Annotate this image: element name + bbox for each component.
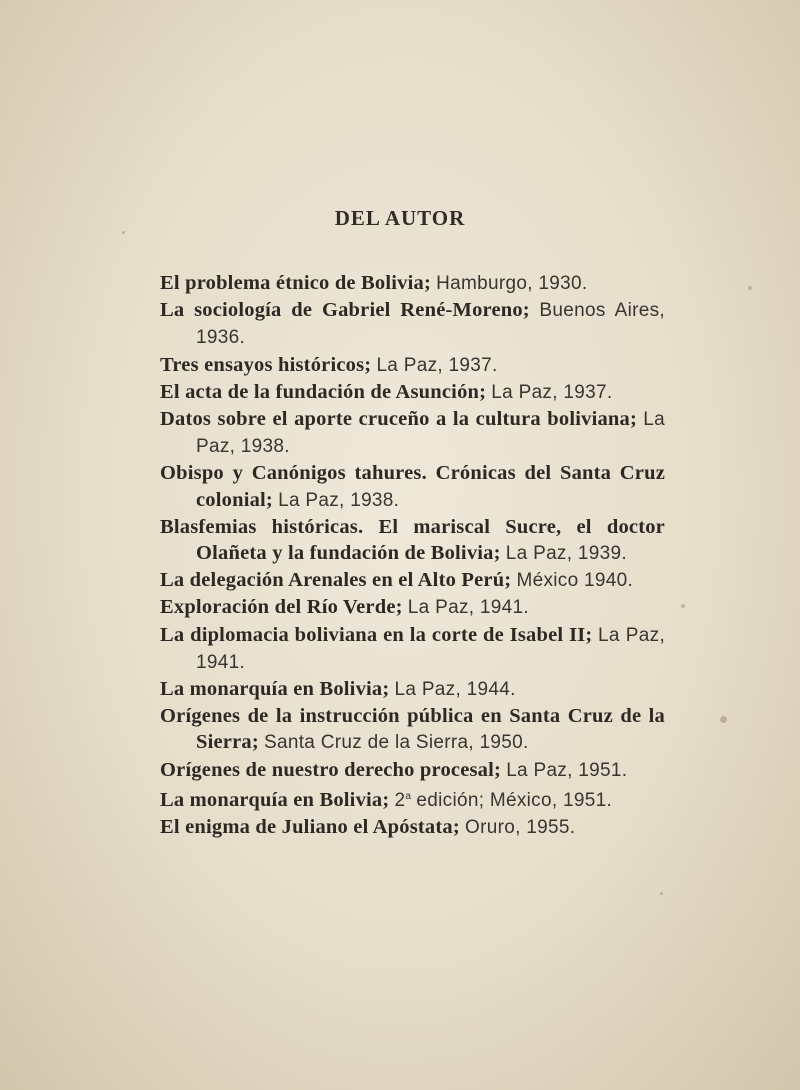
list-item: [160, 757, 665, 784]
publication-info: La Paz, 1938.: [196, 409, 665, 458]
work-title: Exploración del Río Verde;: [160, 596, 403, 619]
publication-info: La Paz, 1951.: [506, 759, 628, 781]
publication-info: Oruro, 1955.: [465, 817, 576, 839]
list-item: [160, 406, 665, 460]
list-item: [160, 594, 665, 621]
work-title: Tres ensayos históricos;: [160, 353, 372, 376]
work-title: La monarquía en Bolivia;: [160, 678, 390, 701]
work-title: El problema étnico de Bolivia;: [160, 272, 431, 294]
edition-superscript: a: [405, 790, 412, 802]
work-title: La sociología de Gabriel René-Moreno;: [160, 299, 530, 322]
list-item: [160, 676, 665, 703]
list-item: [160, 784, 665, 814]
list-item: [160, 622, 665, 676]
section-heading: DEL AUTOR: [334, 206, 466, 230]
work-title: El enigma de Juliano el Apóstata;: [160, 816, 460, 839]
paper-speck: [660, 892, 663, 895]
work-title: El acta de la fundación de Asunción;: [160, 380, 487, 403]
work-title: Obispo y Canónigos tahures. Crónicas del Santa Cruz colonial;: [160, 462, 665, 511]
work-title: Orígenes de nuestro derecho procesal;: [160, 758, 502, 781]
work-title: La delegación Arenales en el Alto Perú;: [160, 569, 512, 592]
publication-info: La Paz, 1937.: [491, 381, 613, 403]
work-title: Datos sobre el aporte cruceño a la cultura boliviana;: [160, 408, 638, 431]
publication-info: La Paz, 1938.: [278, 489, 400, 511]
work-title: Orígenes de la instrucción pública en Santa Cruz de la Sierra;: [160, 705, 665, 754]
publication-info: La Paz, 1939.: [505, 543, 627, 565]
publication-info: La Paz, 1944.: [394, 679, 516, 701]
work-title: La monarquía en Bolivia;: [160, 788, 390, 811]
list-item: [160, 352, 665, 379]
list-item: [160, 460, 665, 513]
publication-info: Buenos Aires, 1936.: [196, 300, 666, 349]
publication-info: La Paz, 1941.: [196, 624, 666, 673]
edition-number: 2$^a$: [394, 789, 412, 811]
publication-info: México 1940.: [516, 570, 634, 592]
paper-speck: [681, 604, 685, 608]
list-item: [160, 270, 665, 297]
publication-info: Santa Cruz de la Sierra, 1950.: [264, 732, 529, 754]
list-item: [160, 297, 665, 351]
publication-info: edición; México, 1951.: [416, 789, 613, 811]
list-item: [160, 703, 665, 756]
list-item: [160, 814, 665, 841]
paper-speck: [720, 716, 727, 723]
paper-speck: [122, 231, 125, 234]
publication-info: La Paz, 1937.: [376, 354, 498, 376]
work-title: Blasfemias históricas. El mariscal Sucre, el doctor Olañeta y la fundación de Bolivia;: [160, 515, 665, 565]
bibliography-list: [160, 270, 665, 841]
list-item: [160, 567, 665, 594]
list-item: [160, 514, 665, 567]
paper-speck: [748, 286, 752, 290]
work-title: La diplomacia boliviana en la corte de Isabel II;: [160, 623, 593, 646]
publication-info: Hamburgo, 1930.: [436, 273, 588, 294]
list-item: [160, 379, 665, 406]
publication-info: La Paz, 1941.: [407, 597, 529, 619]
